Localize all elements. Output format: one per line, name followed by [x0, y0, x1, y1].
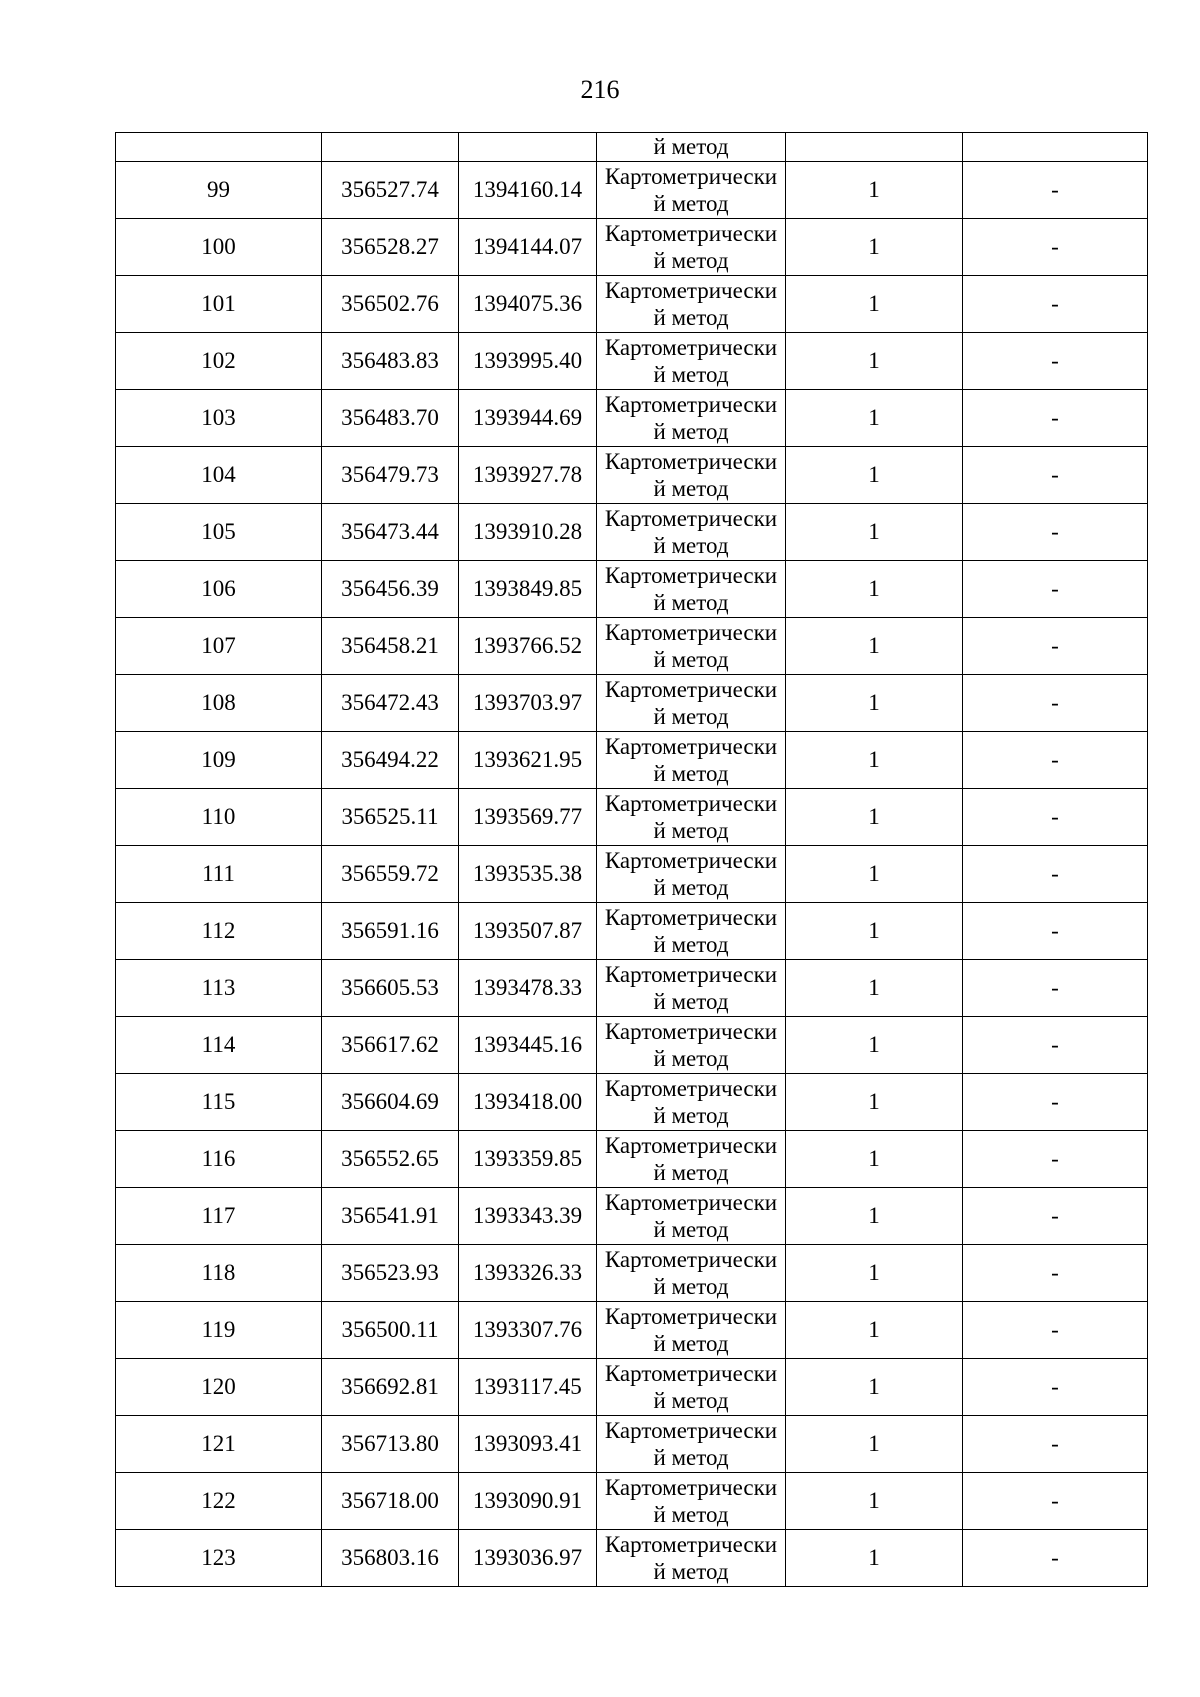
- method-line-2: й метод: [653, 818, 729, 843]
- method-line-1: Картометрически: [604, 335, 778, 360]
- method-line-2: й метод: [653, 704, 729, 729]
- cell-accuracy: 1: [786, 618, 963, 675]
- method-line-2: й метод: [653, 932, 729, 957]
- table-row: [116, 162, 1148, 219]
- cell-accuracy: 1: [786, 1245, 963, 1302]
- cell-accuracy: 1: [786, 1188, 963, 1245]
- cell-accuracy: 1: [786, 1302, 963, 1359]
- cell-method: [597, 276, 786, 333]
- method-line-1: Картометрически: [604, 962, 778, 987]
- method-line-1: Картометрически: [604, 506, 778, 531]
- cell-x: 356541.91: [322, 1188, 459, 1245]
- cell-x: 356713.80: [322, 1416, 459, 1473]
- cell-method: [597, 1530, 786, 1587]
- cell-x: 356692.81: [322, 1359, 459, 1416]
- cell-method: [597, 1473, 786, 1530]
- cell-accuracy: 1: [786, 732, 963, 789]
- table-row: [116, 219, 1148, 276]
- cell-method: [597, 960, 786, 1017]
- method-line-2: й метод: [653, 419, 729, 444]
- cell-point-number: 110: [116, 789, 322, 846]
- method-line-2: й метод: [653, 590, 729, 615]
- table-row: [116, 1416, 1148, 1473]
- cell-note: -: [963, 1416, 1148, 1473]
- cell-note: -: [963, 561, 1148, 618]
- cell-accuracy: 1: [786, 276, 963, 333]
- cell-method: [597, 789, 786, 846]
- method-line-2: й метод: [653, 476, 729, 501]
- method-line-1: Картометрически: [604, 620, 778, 645]
- table-row: [116, 1074, 1148, 1131]
- cell-note: -: [963, 960, 1148, 1017]
- cell-x: 356617.62: [322, 1017, 459, 1074]
- table-row: [116, 846, 1148, 903]
- cell-note: -: [963, 1530, 1148, 1587]
- cell-accuracy: 1: [786, 789, 963, 846]
- method-line-1: Картометрически: [604, 1019, 778, 1044]
- cell-method: [597, 1359, 786, 1416]
- table-row: [116, 1245, 1148, 1302]
- method-line-1: Картометрически: [604, 791, 778, 816]
- cell-y: 1393507.87: [459, 903, 597, 960]
- table-row: [116, 1131, 1148, 1188]
- table-row: [116, 960, 1148, 1017]
- cell-y: 1393036.97: [459, 1530, 597, 1587]
- cell-point-number: 119: [116, 1302, 322, 1359]
- cell-note: -: [963, 1245, 1148, 1302]
- method-line-1: Картометрически: [604, 1475, 778, 1500]
- cell-point-number: 121: [116, 1416, 322, 1473]
- method-line-1: Картометрически: [604, 1247, 778, 1272]
- cell-x: 356559.72: [322, 846, 459, 903]
- cell-accuracy: 1: [786, 1017, 963, 1074]
- cell-y: 1393307.76: [459, 1302, 597, 1359]
- method-line-1: Картометрически: [604, 392, 778, 417]
- method-line-2: й метод: [653, 1331, 729, 1356]
- cell-x: 356803.16: [322, 1530, 459, 1587]
- cell-point-number: 118: [116, 1245, 322, 1302]
- cell-note: -: [963, 162, 1148, 219]
- cell-note: -: [963, 789, 1148, 846]
- method-line-2: й метод: [653, 1559, 729, 1584]
- cell-accuracy: 1: [786, 447, 963, 504]
- coordinates-table-body: [116, 133, 1148, 1587]
- cell-x: [322, 133, 459, 162]
- method-line-1: Картометрически: [604, 1190, 778, 1215]
- cell-x: 356483.83: [322, 333, 459, 390]
- method-line-1: Картометрически: [604, 221, 778, 246]
- method-line-2: й метод: [653, 191, 729, 216]
- cell-point-number: 108: [116, 675, 322, 732]
- cell-y: 1393090.91: [459, 1473, 597, 1530]
- cell-method: [597, 219, 786, 276]
- cell-y: 1393766.52: [459, 618, 597, 675]
- cell-method: [597, 1416, 786, 1473]
- cell-method: [597, 162, 786, 219]
- method-line-1: Картометрически: [604, 449, 778, 474]
- cell-x: 356473.44: [322, 504, 459, 561]
- method-line-2: й метод: [653, 1046, 729, 1071]
- table-row: [116, 1017, 1148, 1074]
- method-line-2: й метод: [653, 362, 729, 387]
- cell-x: 356483.70: [322, 390, 459, 447]
- method-line-1: Картометрически: [604, 734, 778, 759]
- cell-y: 1393535.38: [459, 846, 597, 903]
- cell-point-number: 117: [116, 1188, 322, 1245]
- cell-accuracy: 1: [786, 219, 963, 276]
- cell-y: 1393621.95: [459, 732, 597, 789]
- cell-note: -: [963, 732, 1148, 789]
- cell-x: 356458.21: [322, 618, 459, 675]
- cell-point-number: 120: [116, 1359, 322, 1416]
- cell-accuracy: 1: [786, 1074, 963, 1131]
- method-line-1: Картометрически: [604, 1532, 778, 1557]
- cell-point-number: 101: [116, 276, 322, 333]
- cell-note: -: [963, 675, 1148, 732]
- cell-y: 1393418.00: [459, 1074, 597, 1131]
- cell-accuracy: [786, 133, 963, 162]
- cell-accuracy: 1: [786, 675, 963, 732]
- cell-y: 1394075.36: [459, 276, 597, 333]
- cell-x: 356523.93: [322, 1245, 459, 1302]
- cell-point-number: 114: [116, 1017, 322, 1074]
- cell-point-number: 122: [116, 1473, 322, 1530]
- cell-y: 1393343.39: [459, 1188, 597, 1245]
- cell-method: [597, 1017, 786, 1074]
- cell-point-number: 102: [116, 333, 322, 390]
- cell-accuracy: 1: [786, 1131, 963, 1188]
- cell-y: 1393927.78: [459, 447, 597, 504]
- cell-method: [597, 333, 786, 390]
- cell-accuracy: 1: [786, 846, 963, 903]
- cell-point-number: 109: [116, 732, 322, 789]
- table-row: [116, 903, 1148, 960]
- cell-note: -: [963, 219, 1148, 276]
- cell-y: 1393117.45: [459, 1359, 597, 1416]
- cell-method: [597, 1302, 786, 1359]
- cell-x: 356525.11: [322, 789, 459, 846]
- cell-point-number: 113: [116, 960, 322, 1017]
- cell-method: [597, 447, 786, 504]
- method-line-2: й метод: [653, 248, 729, 273]
- table-row: [116, 1188, 1148, 1245]
- cell-note: -: [963, 447, 1148, 504]
- cell-method: [597, 390, 786, 447]
- cell-accuracy: 1: [786, 1530, 963, 1587]
- cell-y: [459, 133, 597, 162]
- table-row: [116, 1302, 1148, 1359]
- cell-method: [597, 1131, 786, 1188]
- cell-method: [597, 561, 786, 618]
- cell-x: 356502.76: [322, 276, 459, 333]
- method-line-2: й метод: [653, 647, 729, 672]
- method-line-2: й метод: [653, 989, 729, 1014]
- method-line-2: й метод: [653, 1103, 729, 1128]
- cell-note: [963, 133, 1148, 162]
- cell-note: -: [963, 1302, 1148, 1359]
- cell-method: [597, 846, 786, 903]
- table-row: [116, 276, 1148, 333]
- method-line-2: й метод: [653, 1445, 729, 1470]
- cell-y: 1393359.85: [459, 1131, 597, 1188]
- method-line-1: Картометрически: [604, 164, 778, 189]
- cell-accuracy: 1: [786, 960, 963, 1017]
- cell-point-number: 112: [116, 903, 322, 960]
- cell-point-number: [116, 133, 322, 162]
- cell-method: [597, 1188, 786, 1245]
- cell-x: 356527.74: [322, 162, 459, 219]
- cell-note: -: [963, 903, 1148, 960]
- method-line-2: й метод: [653, 305, 729, 330]
- method-line-2: й метод: [653, 1217, 729, 1242]
- cell-y: 1393445.16: [459, 1017, 597, 1074]
- coordinates-table: [115, 132, 1148, 1587]
- method-line-1: Картометрически: [604, 1361, 778, 1386]
- cell-note: -: [963, 1473, 1148, 1530]
- cell-x: 356472.43: [322, 675, 459, 732]
- table-row: [116, 390, 1148, 447]
- cell-x: 356604.69: [322, 1074, 459, 1131]
- method-line-1: Картометрически: [604, 1133, 778, 1158]
- table-row: [116, 447, 1148, 504]
- cell-note: -: [963, 846, 1148, 903]
- cell-note: -: [963, 504, 1148, 561]
- cell-accuracy: 1: [786, 903, 963, 960]
- page-number: 216: [580, 75, 620, 104]
- method-line-1: Картометрически: [604, 905, 778, 930]
- cell-x: 356456.39: [322, 561, 459, 618]
- cell-x: 356552.65: [322, 1131, 459, 1188]
- cell-accuracy: 1: [786, 504, 963, 561]
- cell-point-number: 99: [116, 162, 322, 219]
- cell-point-number: 103: [116, 390, 322, 447]
- cell-note: -: [963, 1188, 1148, 1245]
- cell-x: 356500.11: [322, 1302, 459, 1359]
- method-line-1: Картометрически: [604, 1304, 778, 1329]
- cell-note: -: [963, 1074, 1148, 1131]
- method-line-1: Картометрически: [604, 278, 778, 303]
- method-line-2: й метод: [653, 1502, 729, 1527]
- cell-point-number: 104: [116, 447, 322, 504]
- cell-y: 1393849.85: [459, 561, 597, 618]
- cell-y: 1394144.07: [459, 219, 597, 276]
- cell-x: 356718.00: [322, 1473, 459, 1530]
- cell-point-number: 116: [116, 1131, 322, 1188]
- table-row: [116, 504, 1148, 561]
- cell-note: -: [963, 1359, 1148, 1416]
- method-line-1: Картометрически: [604, 1076, 778, 1101]
- cell-y: 1393910.28: [459, 504, 597, 561]
- cell-method: [597, 675, 786, 732]
- cell-note: -: [963, 1131, 1148, 1188]
- cell-accuracy: 1: [786, 1416, 963, 1473]
- cell-accuracy: 1: [786, 333, 963, 390]
- cell-point-number: 106: [116, 561, 322, 618]
- cell-x: 356528.27: [322, 219, 459, 276]
- cell-method: [597, 1245, 786, 1302]
- table-row: [116, 789, 1148, 846]
- cell-point-number: 100: [116, 219, 322, 276]
- cell-y: 1393995.40: [459, 333, 597, 390]
- cell-y: 1393093.41: [459, 1416, 597, 1473]
- cell-point-number: 115: [116, 1074, 322, 1131]
- cell-note: -: [963, 276, 1148, 333]
- table-row: [116, 561, 1148, 618]
- table-row: [116, 675, 1148, 732]
- cell-accuracy: 1: [786, 1359, 963, 1416]
- cell-x: 356479.73: [322, 447, 459, 504]
- cell-note: -: [963, 618, 1148, 675]
- method-line-2: й метод: [653, 1388, 729, 1413]
- cell-point-number: 111: [116, 846, 322, 903]
- table-row: [116, 1530, 1148, 1587]
- cell-accuracy: 1: [786, 561, 963, 618]
- cell-y: 1393326.33: [459, 1245, 597, 1302]
- method-line-1: Картометрически: [604, 848, 778, 873]
- continuation-row: [116, 133, 1148, 162]
- cell-accuracy: 1: [786, 390, 963, 447]
- table-row: [116, 333, 1148, 390]
- cell-y: 1393478.33: [459, 960, 597, 1017]
- method-line-2: й метод: [653, 761, 729, 786]
- cell-note: -: [963, 390, 1148, 447]
- cell-method: [597, 1074, 786, 1131]
- method-line-1: Картометрически: [604, 563, 778, 588]
- method-line-2: й метод: [653, 875, 729, 900]
- cell-x: 356494.22: [322, 732, 459, 789]
- method-line-1: Картометрически: [604, 1418, 778, 1443]
- method-line-1: Картометрически: [604, 677, 778, 702]
- cell-point-number: 123: [116, 1530, 322, 1587]
- method-line-2: й метод: [653, 1160, 729, 1185]
- cell-note: -: [963, 333, 1148, 390]
- cell-y: 1393944.69: [459, 390, 597, 447]
- table-row: [116, 618, 1148, 675]
- cell-x: 356591.16: [322, 903, 459, 960]
- table-row: [116, 1359, 1148, 1416]
- method-line-2: й метод: [653, 1274, 729, 1299]
- cell-method: [597, 903, 786, 960]
- cell-point-number: 107: [116, 618, 322, 675]
- table-row: [116, 732, 1148, 789]
- cell-method: [597, 732, 786, 789]
- cell-x: 356605.53: [322, 960, 459, 1017]
- cell-method: [597, 504, 786, 561]
- method-line-2: й метод: [653, 533, 729, 558]
- cell-y: 1394160.14: [459, 162, 597, 219]
- table-row: [116, 1473, 1148, 1530]
- cell-point-number: 105: [116, 504, 322, 561]
- cell-method: й метод: [597, 133, 786, 162]
- cell-y: 1393569.77: [459, 789, 597, 846]
- cell-accuracy: 1: [786, 162, 963, 219]
- cell-accuracy: 1: [786, 1473, 963, 1530]
- cell-note: -: [963, 1017, 1148, 1074]
- cell-y: 1393703.97: [459, 675, 597, 732]
- cell-method: [597, 618, 786, 675]
